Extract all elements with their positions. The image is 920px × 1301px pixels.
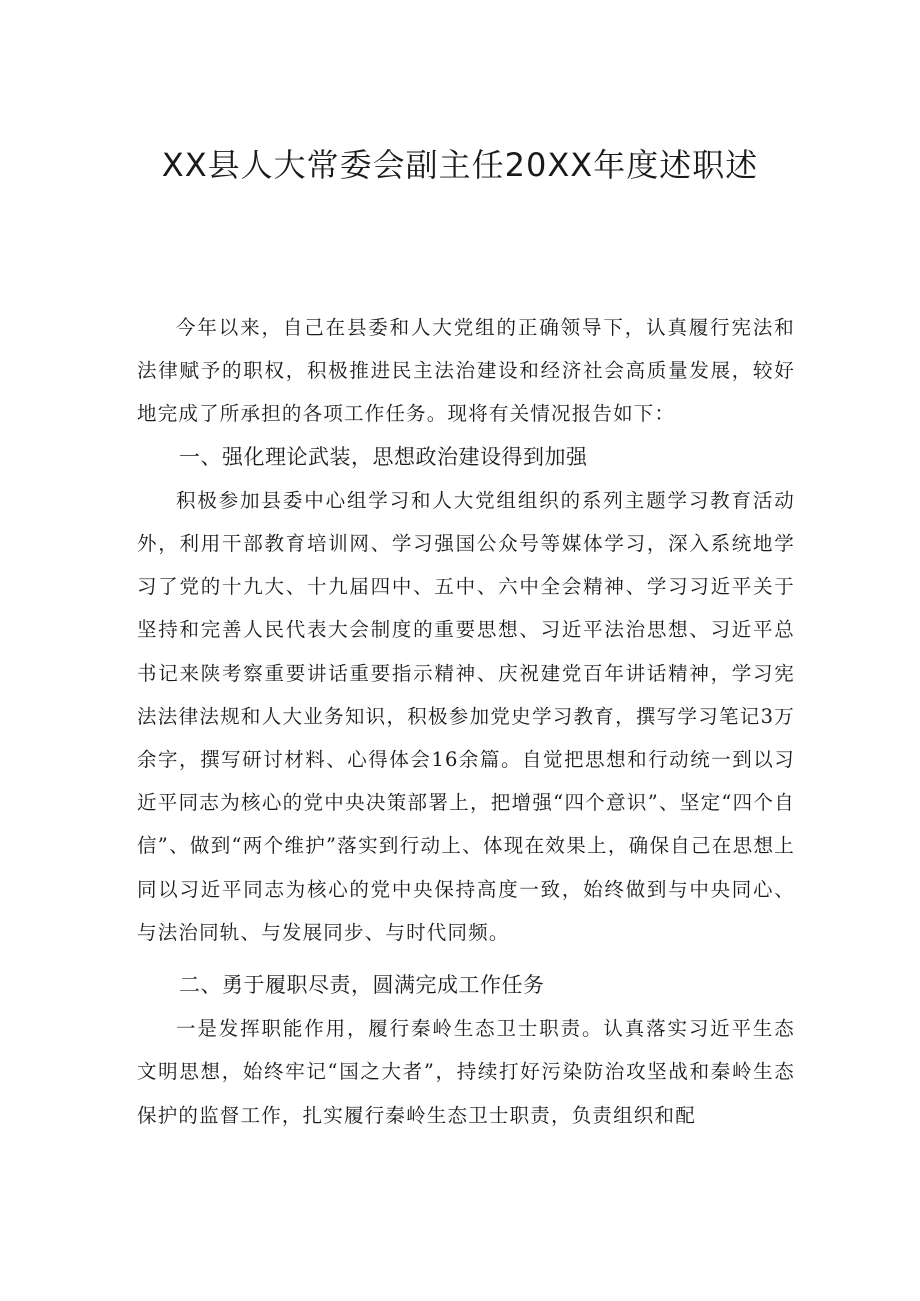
document-body <box>137 306 795 1137</box>
intro-paragraph: 今年以来，自己在县委和人大党组的正确领导下，认真履行宪法和法律赋予的职权，积极推进民主法治建设和经济社会高质量发展，较好地完成了所承担的各项工作任务。现将有关情况报告如下： <box>137 316 795 426</box>
section-2-paragraph: 一是发挥职能作用，履行秦岭生态卫士职责。认真落实习近平生态文明思想，始终牢记“国之大者”，持续打好污染防治攻坚战和秦岭生态保护的监督工作，扎实履行秦岭生态卫士职责，负责组织和配 <box>137 1017 795 1127</box>
section-2-heading: 二、勇于履职尽责，圆满完成工作任务 <box>179 973 545 998</box>
section-1-heading: 一、强化理论武装，思想政治建设得到加强 <box>179 444 588 469</box>
section-1-paragraph: 积极参加县委中心组学习和人大党组组织的系列主题学习教育活动外，利用干部教育培训网、学习强国公众号等媒体学习，深入系统地学习了党的十九大、十九届四中、五中、六中全会精神、学习习近平关于坚持和完善人民代表大会制度的重要思想、习近平法治思想、习近平总书记来陕考察重要讲话重要指示精神、庆祝建党百年讲话精神，学习宪法法律法规和人大业务知识，积极参加党史学习教育，撰写学习笔记3万余字，撰写研讨材料、心得体会16余篇。自觉把思想和行动统一到以习近平同志为核心的党中央决策部署上，把增强“四个意识”、坚定“四个自信”、做到“两个维护”落实到行动上、体现在效果上，确保自己在思想上同以习近平同志为核心的党中央保持高度一致，始终做到与中央同心、与法治同轨、与发展同步、与时代同频。 <box>137 488 795 944</box>
document-title: XX县人大常委会副主任20XX年度述职述 <box>161 146 759 184</box>
